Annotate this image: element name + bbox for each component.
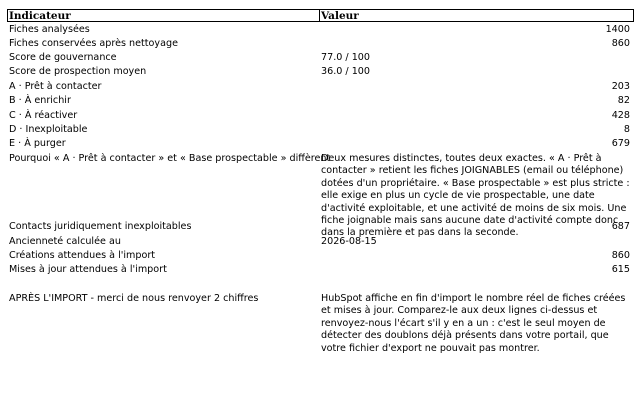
row-label: Fiches conservées après nettoyage (9, 38, 178, 49)
row-value: 77.0 / 100 (321, 52, 371, 63)
row-label: Score de gouvernance (9, 52, 117, 63)
row-label: C · À réactiver (9, 110, 78, 121)
row-explanation: Deux mesures distinctes, toutes deux exactes. « A · Prêt à contacter » retient les fiches JOIGNABLES (email ou téléphone) dotées d'un propriétaire. « Base prospectable » est plus stricte : elle exige en plus un cycle de vie prospectable, une date d'activité exploitable, et une activité de moins de six mois. Une fiche joignable mais sans aucune date d'activité compte donc dans la première et pas dans la seconde. (321, 153, 630, 239)
row-label: E · À purger (9, 138, 66, 149)
row-value: 860 (611, 38, 630, 49)
row-value: 428 (611, 110, 630, 121)
row-value: 36.0 / 100 (321, 66, 371, 77)
row-value: 679 (611, 138, 630, 149)
table-header (7, 9, 634, 22)
row-value: 82 (617, 95, 630, 106)
header-indicateur: Indicateur (9, 10, 71, 22)
row-label: Ancienneté calculée au (9, 236, 121, 247)
row-label: A · Prêt à contacter (9, 81, 102, 92)
row-label: Contacts juridiquement inexploitables (9, 221, 192, 232)
row-label: B · À enrichir (9, 95, 71, 106)
row-label: Score de prospection moyen (9, 66, 147, 77)
row-value: 860 (611, 250, 630, 261)
row-value: 615 (611, 264, 630, 275)
row-value: 8 (623, 124, 630, 135)
row-label: Fiches analysées (9, 24, 90, 35)
row-label: D · Inexploitable (9, 124, 88, 135)
row-label: Créations attendues à l'import (9, 250, 156, 261)
row-value: 1400 (605, 24, 630, 35)
row-label: APRÈS L'IMPORT - merci de nous renvoyer 2 chiffres (9, 293, 259, 304)
row-label: Mises à jour attendues à l'import (9, 264, 167, 275)
row-value: 203 (611, 81, 630, 92)
row-value: 687 (611, 221, 630, 232)
row-label: Pourquoi « A · Prêt à contacter » et « Base prospectable » diffèrent (9, 153, 331, 164)
row-explanation: HubSpot affiche en fin d'import le nombre réel de fiches créées et mises à jour. Comparez-le aux deux lignes ci-dessus et renvoyez-nous l'écart s'il y en a un : c'est le seul moyen de détecter des doublons déjà présents dans votre portail, que votre fichier d'export ne pouvait pas montrer. (321, 293, 626, 354)
row-value: 2026-08-15 (321, 236, 377, 247)
header-divider (319, 9, 320, 22)
header-valeur: Valeur (321, 10, 359, 22)
